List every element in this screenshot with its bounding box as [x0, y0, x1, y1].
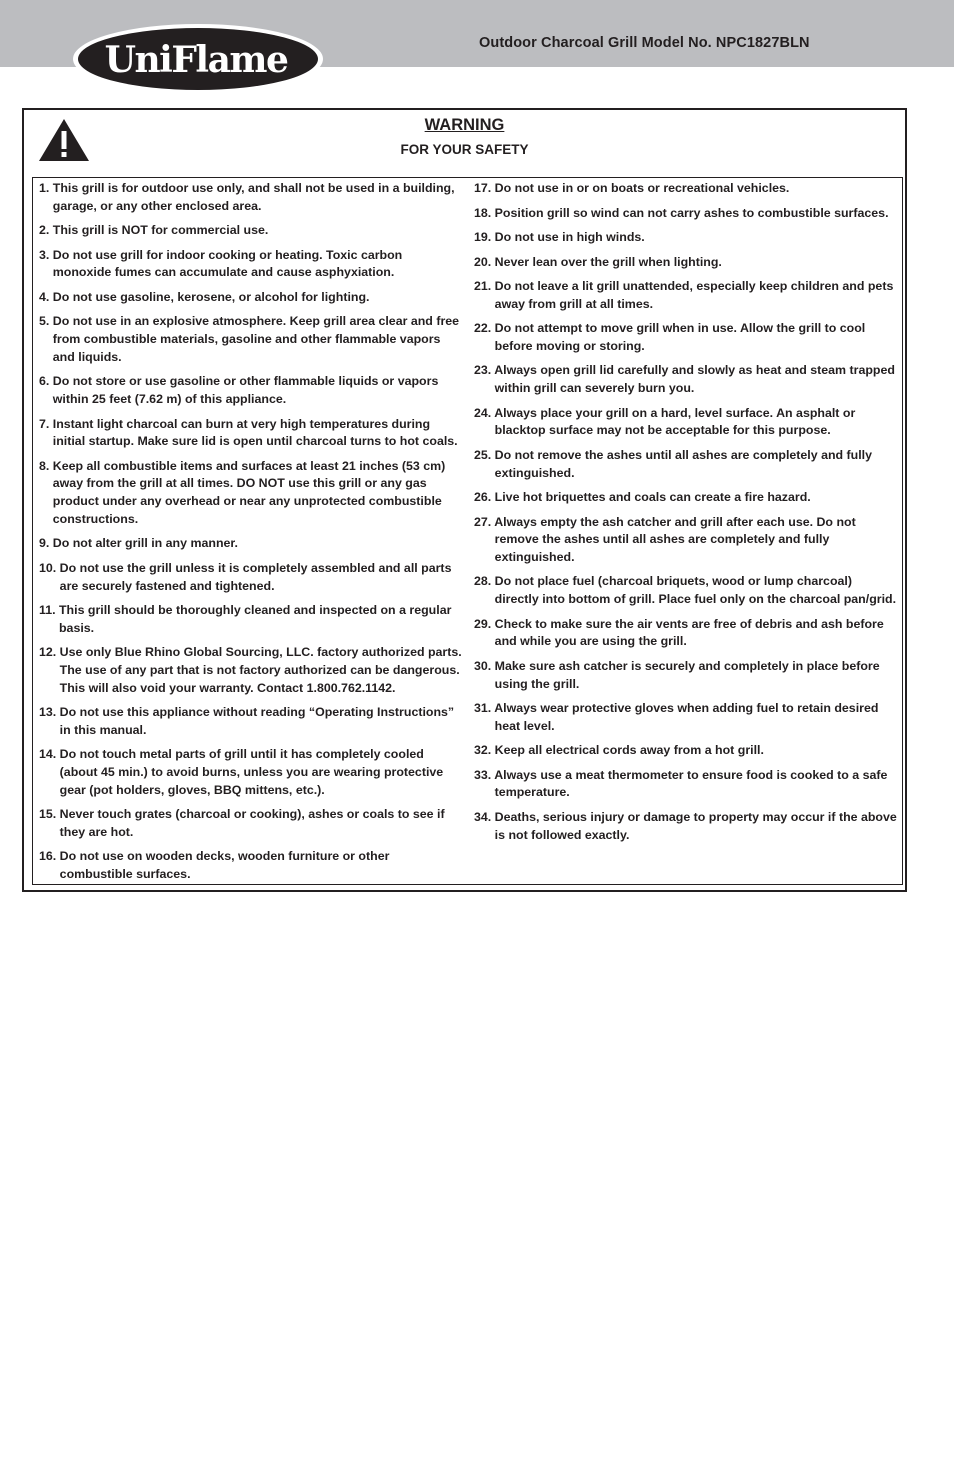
safety-item-text: 9. Do not alter grill in any manner. [39, 536, 238, 551]
safety-item-text: 25. Do not remove the ashes until all ashes are completely and fully extinguished. [474, 447, 873, 480]
safety-item [39, 458, 463, 529]
warning-title: WARNING [424, 116, 505, 134]
safety-item [474, 616, 898, 651]
safety-item-text: 32. Keep all electrical cords away from a hot grill. [474, 743, 764, 758]
safety-item-text: 4. Do not use gasoline, kerosene, or alcohol for lighting. [39, 289, 370, 304]
safety-item [474, 405, 898, 440]
safety-item [474, 573, 898, 608]
safety-list-box [32, 177, 903, 885]
safety-item-text: 14. Do not touch metal parts of grill until it has completely cooled (about 45 min.) to avoid burns, unless you are wearing protective gear (pot holders, gloves, BBQ mittens, etc.). [39, 747, 444, 797]
safety-item-text: 28. Do not place fuel (charcoal briquets, wood or lump charcoal) directly into bottom of grill. Place fuel only on the charcoal pan/grid. [474, 574, 897, 607]
safety-item [474, 205, 898, 223]
safety-item-text: 3. Do not use grill for indoor cooking or heating. Toxic carbon monoxide fumes can accumulate and cause asphyxiation. [39, 247, 403, 280]
safety-item [474, 254, 898, 272]
safety-list-right [474, 180, 898, 851]
safety-item-text: 34. Deaths, serious injury or damage to property may occur if the above is not followed exactly. [474, 809, 897, 842]
safety-item [39, 289, 463, 307]
safety-item-text: 7. Instant light charcoal can burn at very high temperatures during initial startup. Make sure lid is open until charcoal turns to hot coals. [39, 416, 458, 449]
safety-item [39, 535, 463, 553]
safety-item [39, 416, 463, 451]
safety-item [474, 229, 898, 247]
safety-item [39, 704, 463, 739]
page-title: Outdoor Charcoal Grill Model No. NPC1827BLN [479, 35, 810, 51]
safety-item-text: 23. Always open grill lid carefully and slowly as heat and steam trapped within grill can severely burn you. [474, 363, 895, 396]
safety-item-text: 30. Make sure ash catcher is securely and completely in place before using the grill. [474, 658, 880, 691]
safety-item-text: 31. Always wear protective gloves when adding fuel to retain desired heat level. [474, 701, 879, 733]
safety-item-text: 16. Do not use on wooden decks, wooden furniture or other combustible surfaces. [39, 849, 390, 882]
logo-text: UniFlame [104, 39, 288, 81]
safety-item-text: 8. Keep all combustible items and surfaces at least 21 inches (53 cm) away from the grill at all times. DO NOT use this grill or any gas product under any overhead or near any unprotected combustible constructions. [39, 458, 446, 526]
safety-item-text: 22. Do not attempt to move grill when in use. Allow the grill to cool before moving or storing. [474, 321, 866, 353]
safety-item [39, 644, 463, 697]
safety-item-text: 26. Live hot briquettes and coals can create a fire hazard. [474, 490, 811, 505]
safety-item-text: 29. Check to make sure the air vents are free of debris and ash before and while you are using the grill. [474, 616, 884, 649]
safety-item [39, 222, 463, 240]
safety-item [474, 362, 898, 397]
safety-item-text: 15. Never touch grates (charcoal or cooking), ashes or coals to see if they are hot. [39, 807, 445, 839]
safety-item-text: 11. This grill should be thoroughly cleaned and inspected on a regular basis. [39, 603, 452, 635]
safety-item-text: 6. Do not store or use gasoline or other flammable liquids or vapors within 25 feet (7.62 m) of this appliance. [39, 374, 439, 407]
safety-item [39, 602, 463, 637]
safety-item-text: 5. Do not use in an explosive atmosphere. Keep grill area clear and free from combustible materials, gasoline and other flammable vapors and liquids. [39, 314, 460, 364]
safety-item [474, 278, 898, 313]
safety-item-text: 21. Do not leave a lit grill unattended, especially keep children and pets away from grill at all times. [474, 279, 894, 311]
safety-item-text: 13. Do not use this appliance without reading “Operating Instructions” in this manual. [39, 705, 455, 737]
safety-item [39, 373, 463, 408]
warning-box [22, 108, 907, 892]
safety-item [39, 848, 463, 883]
safety-item [39, 806, 463, 841]
safety-item-text: 10. Do not use the grill unless it is completely assembled and all parts are securely fastened and tightened. [39, 560, 452, 593]
safety-item-text: 20. Never lean over the grill when lighting. [474, 254, 722, 269]
safety-item [474, 700, 898, 735]
safety-item-text: 2. This grill is NOT for commercial use. [39, 223, 269, 238]
uniflame-logo [71, 22, 325, 96]
safety-item [39, 560, 463, 595]
safety-item [474, 658, 898, 693]
safety-item-text: 17. Do not use in or on boats or recreational vehicles. [474, 181, 790, 195]
safety-item [474, 809, 898, 844]
safety-list-left [39, 180, 463, 891]
safety-item-text: 12. Use only Blue Rhino Global Sourcing, LLC. factory authorized parts. The use of any part that is not factory authorized can be dangerous. This will also void your warranty. Contact 1.800.762.1142. [39, 645, 462, 695]
safety-item-text: 18. Position grill so wind can not carry ashes to combustible surfaces. [474, 205, 889, 220]
safety-item-text: 24. Always place your grill on a hard, level surface. An asphalt or blacktop surface may not be acceptable for this purpose. [474, 405, 856, 438]
safety-item [39, 746, 463, 799]
safety-item [474, 742, 898, 760]
safety-item [474, 489, 898, 507]
safety-item [474, 180, 898, 198]
safety-item [474, 320, 898, 355]
safety-item [39, 180, 463, 215]
safety-item [39, 247, 463, 282]
safety-item-text: 27. Always empty the ash catcher and grill after each use. Do not remove the ashes until all ashes are completely and fully extinguished. [474, 514, 856, 564]
safety-item-text: 1. This grill is for outdoor use only, and shall not be used in a building, garage, or any other enclosed area. [39, 181, 455, 213]
warning-subtitle: FOR YOUR SAFETY [400, 142, 529, 157]
safety-item [39, 313, 463, 366]
safety-item [474, 447, 898, 482]
safety-item-text: 19. Do not use in high winds. [474, 230, 645, 244]
safety-item-text: 33. Always use a meat thermometer to ensure food is cooked to a safe temperature. [474, 767, 888, 800]
safety-item [474, 767, 898, 802]
safety-item [474, 514, 898, 567]
